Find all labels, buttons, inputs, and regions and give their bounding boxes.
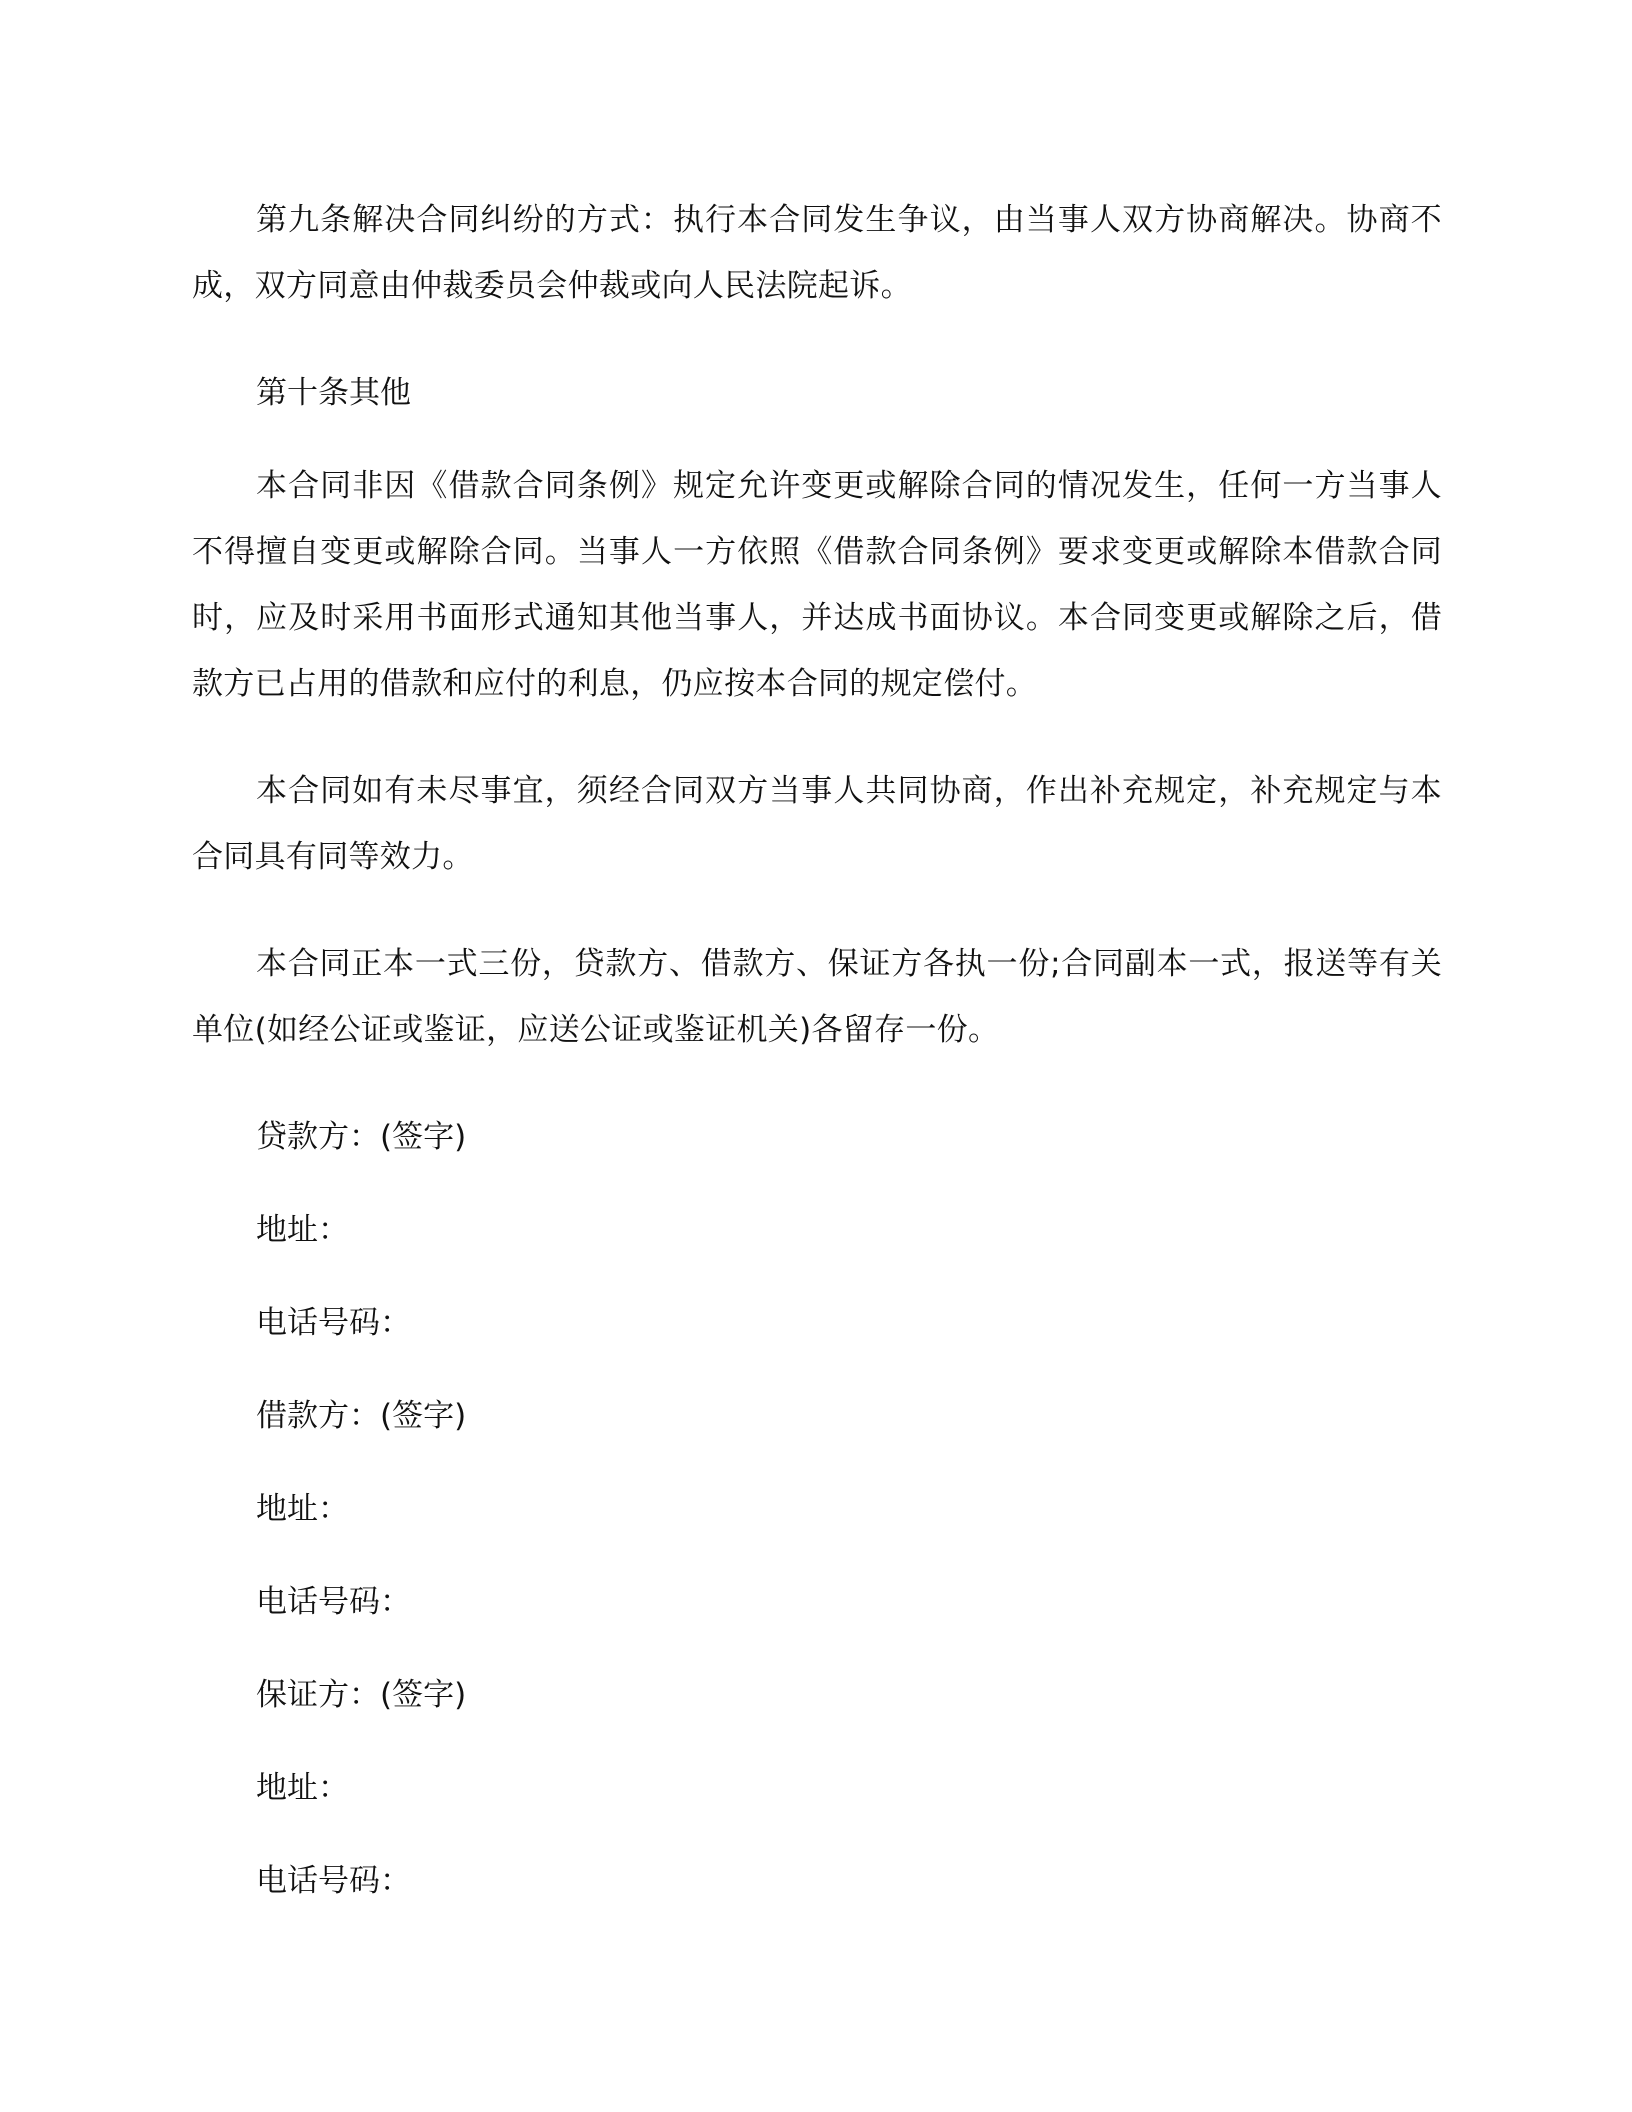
article-9-paragraph: 第九条解决合同纠纷的方式：执行本合同发生争议，由当事人双方协商解决。协商不成，双方同意由仲裁委员会仲裁或向人民法院起诉。 [192, 202, 1442, 304]
borrower-phone-line: 电话号码： [256, 1584, 411, 1620]
lender-signature-block [192, 1104, 1442, 1356]
guarantor-signature-block [192, 1662, 1442, 1914]
supplement-paragraph: 本合同如有未尽事宜，须经合同双方当事人共同协商，作出补充规定，补充规定与本合同具有同等效力。 [192, 773, 1442, 875]
borrower-signature-line: 借款方：(签字) [256, 1398, 467, 1434]
contract-change-paragraph: 本合同非因《借款合同条例》规定允许变更或解除合同的情况发生，任何一方当事人不得擅自变更或解除合同。当事人一方依照《借款合同条例》要求变更或解除本借款合同时，应及时采用书面形式通知其他当事人，并达成书面协议。本合同变更或解除之后，借款方已占用的借款和应付的利息，仍应按本合同的规定偿付。 [192, 468, 1442, 702]
guarantor-phone-line: 电话号码： [256, 1863, 411, 1899]
copies-paragraph: 本合同正本一式三份，贷款方、借款方、保证方各执一份;合同副本一式，报送等有关单位(如经公证或鉴证，应送公证或鉴证机关)各留存一份。 [192, 946, 1442, 1048]
guarantor-signature-line: 保证方：(签字) [256, 1677, 467, 1713]
borrower-address-line: 地址： [256, 1491, 349, 1527]
guarantor-address-line: 地址： [256, 1770, 349, 1806]
article-10-title: 第十条其他 [256, 375, 411, 411]
lender-address-line: 地址： [256, 1212, 349, 1248]
borrower-signature-block [192, 1383, 1442, 1635]
document-body [192, 187, 1442, 1941]
lender-phone-line: 电话号码： [256, 1305, 411, 1341]
lender-signature-line: 贷款方：(签字) [256, 1119, 467, 1155]
